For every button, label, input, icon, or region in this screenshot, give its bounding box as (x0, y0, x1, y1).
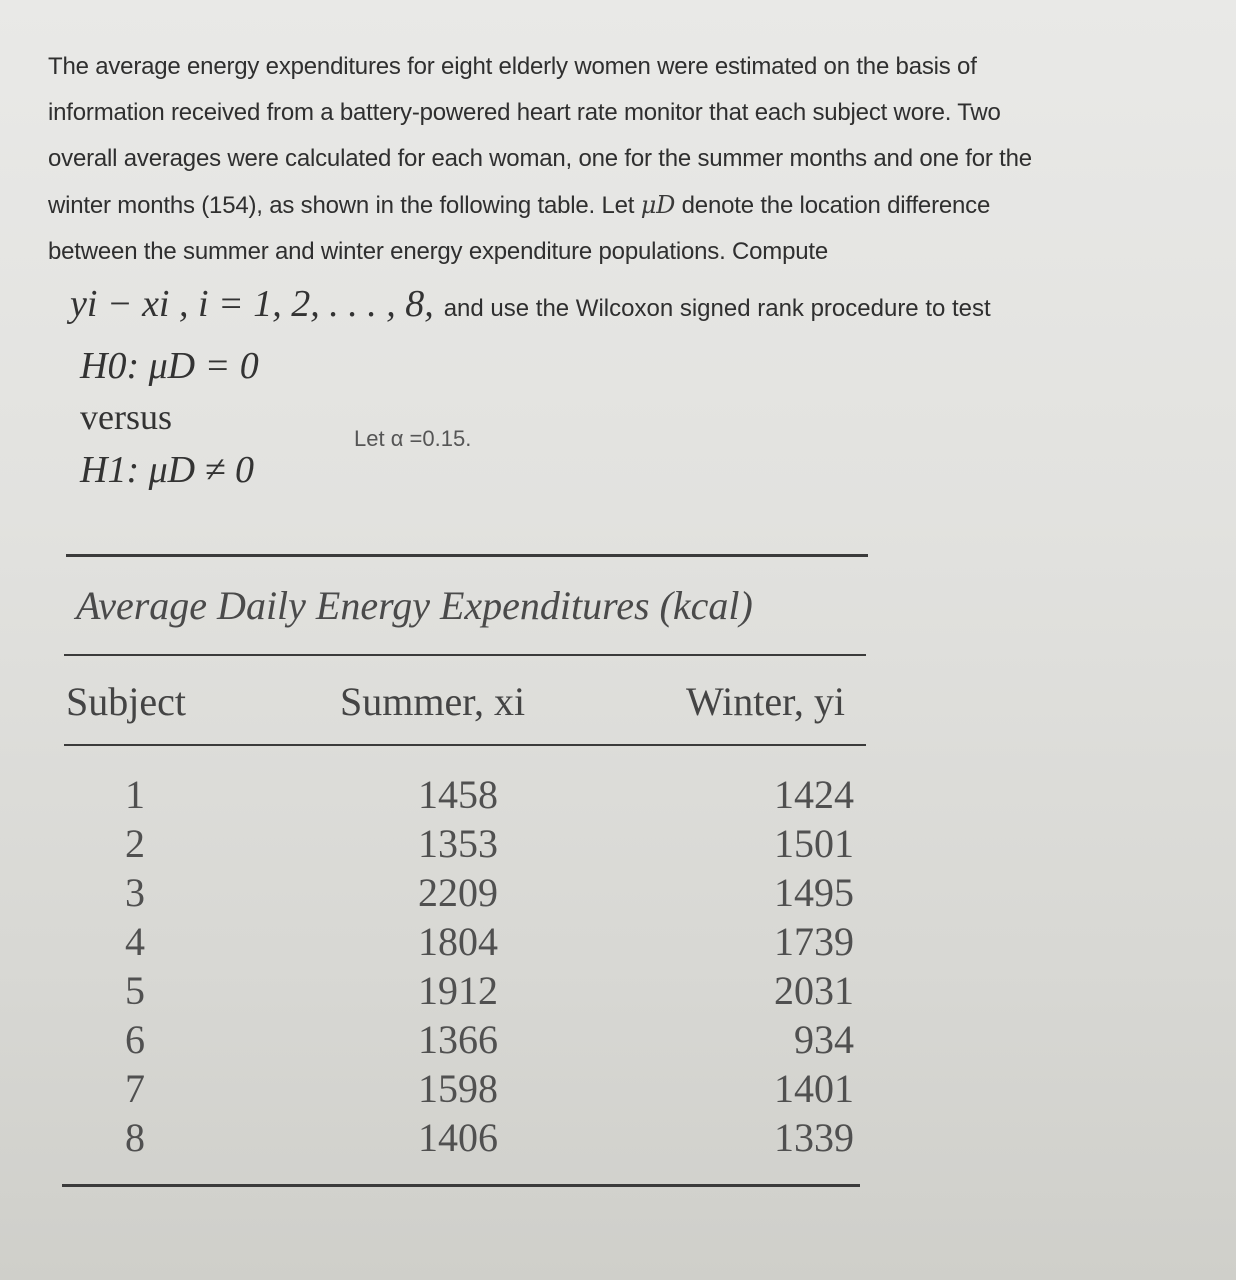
versus-label: versus (80, 397, 172, 437)
winter-cell: 1495 (774, 870, 854, 915)
summer-cell: 1458 (418, 772, 498, 817)
table-row (62, 819, 862, 868)
summer-cell: 1598 (418, 1066, 498, 1111)
summer-cell: 1366 (418, 1017, 498, 1062)
subject-cell: 5 (125, 968, 145, 1013)
table-title-rule (64, 654, 866, 656)
table-row (62, 966, 862, 1015)
table-bottom-rule (62, 1184, 860, 1187)
table-row (62, 1113, 862, 1162)
mu-d-symbol: μD (640, 191, 676, 219)
table-row (62, 868, 862, 917)
column-header-subject: Subject (66, 679, 186, 724)
intro-line-1: The average energy expenditures for eight elderly women were estimated on the basis of (48, 53, 977, 80)
subject-cell: 4 (125, 919, 145, 964)
summer-cell: 2209 (418, 870, 498, 915)
null-hypothesis: H0: μD = 0 (80, 345, 259, 387)
table-top-rule (66, 554, 868, 557)
summer-cell: 1804 (418, 919, 498, 964)
table-body (62, 770, 862, 1162)
subject-cell: 2 (125, 821, 145, 866)
intro-line-3: overall averages were calculated for each woman, one for the summer months and one for the (48, 145, 1032, 172)
compute-text: and use the Wilcoxon signed rank procedure to test (443, 295, 991, 322)
intro-line-4-post: denote the location difference (681, 192, 991, 219)
table-title: Average Daily Energy Expenditures (kcal) (76, 583, 753, 628)
winter-cell: 934 (794, 1017, 854, 1062)
column-header-winter: Winter, yi (686, 679, 845, 724)
difference-expression: yi − xi , i = 1, 2, . . . , 8, (70, 283, 434, 325)
winter-cell: 1339 (774, 1115, 854, 1160)
alternative-hypothesis: H1: μD ≠ 0 (80, 449, 254, 491)
intro-line-2: information received from a battery-powered heart rate monitor that each subject wore. Two (48, 99, 1001, 126)
table-row (62, 1064, 862, 1113)
summer-cell: 1406 (418, 1115, 498, 1160)
column-header-summer: Summer, xi (340, 679, 526, 724)
table-header-rule (64, 744, 866, 746)
intro-line-4-pre: winter months (154), as shown in the following table. Let (48, 192, 635, 219)
summer-cell: 1353 (418, 821, 498, 866)
summer-cell: 1912 (418, 968, 498, 1013)
alpha-level: Let α =0.15. (354, 426, 472, 451)
intro-line-5: between the summer and winter energy expenditure populations. Compute (48, 238, 829, 265)
winter-cell: 1501 (774, 821, 854, 866)
subject-cell: 7 (125, 1066, 145, 1111)
subject-cell: 1 (125, 772, 145, 817)
subject-cell: 3 (125, 870, 145, 915)
table-row (62, 770, 862, 819)
intro-line-4 (48, 182, 1208, 229)
table-row (62, 1015, 862, 1064)
table-row (62, 917, 862, 966)
winter-cell: 2031 (774, 968, 854, 1013)
winter-cell: 1424 (774, 772, 854, 817)
subject-cell: 8 (125, 1115, 145, 1160)
problem-statement (48, 44, 1208, 275)
subject-cell: 6 (125, 1017, 145, 1062)
winter-cell: 1739 (774, 919, 854, 964)
compute-instruction (70, 282, 1210, 326)
winter-cell: 1401 (774, 1066, 854, 1111)
